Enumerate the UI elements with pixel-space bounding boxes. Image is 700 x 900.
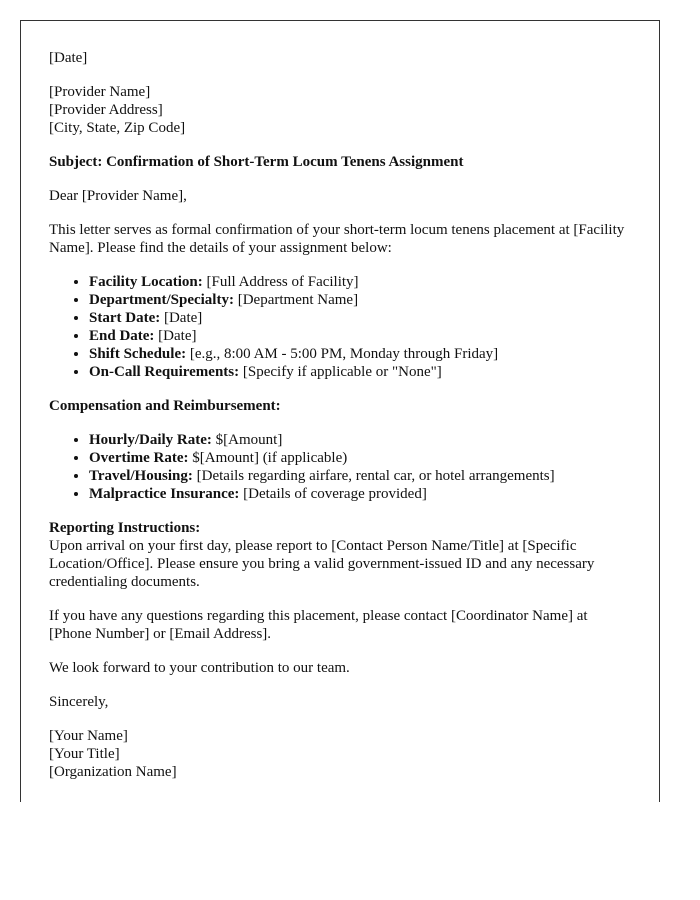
item-label: Hourly/Daily Rate: (89, 432, 212, 448)
letter-page (20, 20, 660, 802)
closing: Sincerely, (49, 694, 109, 710)
list-item (89, 291, 631, 309)
recipient-address: [Provider Address] (49, 102, 163, 118)
salutation: Dear [Provider Name], (49, 188, 187, 204)
list-item (89, 431, 631, 449)
reporting-text: Upon arrival on your first day, please report to [Contact Person Name/Title] at [Specific Location/Office]. Please ensure you bring a valid government-issued ID and any necessary credentialing documents. (49, 538, 595, 590)
item-value: $[Amount] (if applicable) (188, 450, 348, 466)
item-value: [Specify if applicable or "None"] (239, 364, 442, 380)
item-value: [Department Name] (233, 292, 359, 308)
item-label: Malpractice Insurance: (89, 486, 240, 502)
item-label: Department/Specialty: (89, 292, 234, 308)
list-item (89, 345, 631, 363)
list-item (89, 273, 631, 291)
compensation-list (49, 431, 631, 503)
intro-paragraph: This letter serves as formal confirmation of your short-term locum tenens placement at [Facility Name]. Please find the details of your assignment below: (49, 222, 625, 256)
item-value: [e.g., 8:00 AM - 5:00 PM, Monday through Friday] (186, 346, 499, 362)
item-value: [Full Address of Facility] (202, 274, 359, 290)
item-label: Travel/Housing: (89, 468, 193, 484)
signature-name: [Your Name] (49, 728, 128, 744)
closing-line: We look forward to your contribution to our team. (49, 660, 350, 676)
item-label: Facility Location: (89, 274, 203, 290)
reporting-section (49, 519, 631, 591)
subject-line: Subject: Confirmation of Short-Term Locum Tenens Assignment (49, 154, 464, 170)
recipient-city: [City, State, Zip Code] (49, 120, 186, 136)
signature-block (49, 727, 631, 781)
item-value: $[Amount] (211, 432, 283, 448)
item-value: [Details of coverage provided] (239, 486, 427, 502)
list-item (89, 449, 631, 467)
item-label: Shift Schedule: (89, 346, 187, 362)
list-item (89, 485, 631, 503)
assignment-details-list (49, 273, 631, 381)
compensation-heading: Compensation and Reimbursement: (49, 398, 281, 414)
item-label: Overtime Rate: (89, 450, 189, 466)
item-label: On-Call Requirements: (89, 364, 240, 380)
list-item (89, 467, 631, 485)
list-item (89, 309, 631, 327)
date: [Date] (49, 50, 88, 66)
item-value: [Date] (154, 328, 197, 344)
recipient-block (49, 83, 631, 137)
item-value: [Details regarding airfare, rental car, or hotel arrangements] (192, 468, 555, 484)
item-value: [Date] (160, 310, 203, 326)
list-item (89, 363, 631, 381)
item-label: Start Date: (89, 310, 161, 326)
recipient-name: [Provider Name] (49, 84, 151, 100)
list-item (89, 327, 631, 345)
reporting-heading: Reporting Instructions: (49, 520, 201, 536)
item-label: End Date: (89, 328, 155, 344)
questions-paragraph: If you have any questions regarding this placement, please contact [Coordinator Name] at [Phone Number] or [Email Address]. (49, 608, 588, 642)
signature-organization: [Organization Name] (49, 764, 177, 780)
signature-title: [Your Title] (49, 746, 120, 762)
